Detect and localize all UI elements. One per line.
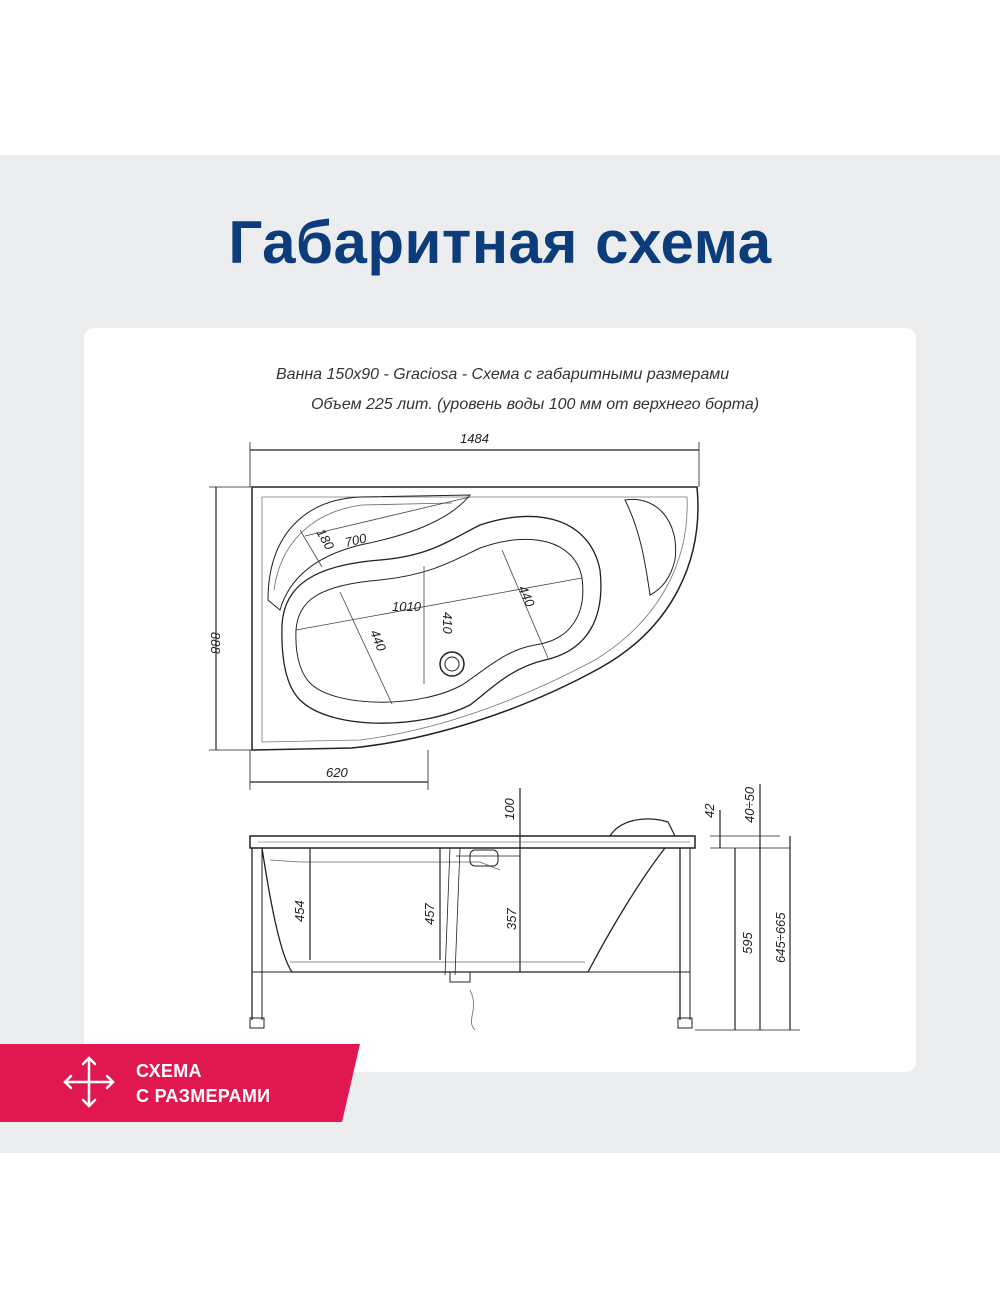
dim-overall-width: 888 (208, 632, 223, 654)
badge-label (136, 1059, 270, 1109)
dim-bowl-length: 1010 (392, 599, 421, 614)
page-title: Габаритная схема (228, 209, 772, 276)
dim-bowl-center: 410 (440, 612, 455, 634)
dim-bowl-width-left: 440 (367, 627, 390, 654)
dim-rim: 42 (702, 803, 717, 818)
badge-line-1: СХЕМА (136, 1061, 202, 1081)
badge-line-2: С РАЗМЕРАМИ (136, 1086, 271, 1106)
dim-depth-left: 454 (292, 900, 307, 922)
dim-total-height: 645÷665 (773, 912, 788, 963)
dim-rim-range: 40÷50 (742, 786, 757, 823)
dim-depth-mid: 457 (422, 903, 437, 925)
dim-backrest-length: 700 (343, 530, 368, 550)
diagram-caption-volume: Объем 225 лит. (уровень воды 100 мм от верхнего борта) (311, 396, 760, 413)
side-view (250, 784, 800, 1030)
dim-water-level: 100 (502, 798, 517, 820)
dim-left-part: 620 (326, 765, 348, 780)
dim-depth-drain: 357 (504, 908, 519, 930)
diagram-caption-title: Ванна 150х90 - Graciosa - Схема с габаритными размерами (276, 366, 730, 383)
dim-bowl-width-right: 440 (515, 583, 538, 610)
dim-leg-height: 595 (740, 932, 755, 954)
dim-backrest-width: 180 (313, 526, 338, 553)
dim-overall-length: 1484 (460, 431, 489, 446)
